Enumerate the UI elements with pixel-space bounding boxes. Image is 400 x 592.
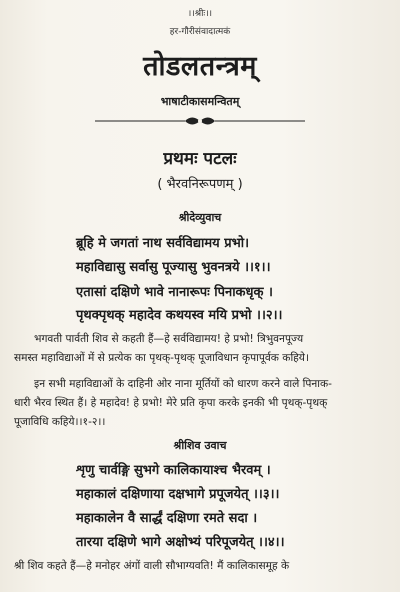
verse-line: शृणु चार्वङ्गि सुभगे कालिकायाश्च भैरवम् । xyxy=(76,463,271,478)
header-invocation: ।।श्रीः।। xyxy=(187,9,213,19)
chapter-subheading: ( भैरवनिरूपणम् ) xyxy=(157,177,243,192)
speaker-shiva: श्रीशिव उवाच xyxy=(173,439,227,452)
prose-line: धारी भैरव स्थित हैं। हे महादेव! हे प्रभो! मेरे प्रति कृपा करके इनकी भी पृथक्-पृथक् xyxy=(14,397,328,409)
book-title: तोडलतन्त्रम् xyxy=(143,51,257,82)
verse-line: महाकालं दक्षिणाया दक्षभागे प्रपूजयेत् ।।३।। xyxy=(76,487,280,502)
verse-line: महाविद्यासु सर्वासु पूज्यासु भुवनत्रये ।।१।। xyxy=(76,260,271,275)
prose-line: भगवती पार्वती शिव से कहती हैं—हे सर्वविद्यामय! हे प्रभो! त्रिभुवनपूज्य xyxy=(34,333,304,345)
verse-line: एतासां दक्षिणे भावे नानारूपः पिनाकधृक् । xyxy=(76,285,273,300)
ornament-divider xyxy=(95,114,305,128)
prose-line: पूजाविधि कहिये।।१-२।। xyxy=(14,416,106,428)
speaker-devi: श्रीदेव्युवाच xyxy=(178,211,222,224)
prose-line: इन सभी महाविद्याओं के दाहिनी ओर नाना मूर्तियों को धारण करने वाले पिनाक- xyxy=(34,378,332,390)
verse-line: महाकालेन वै सार्द्धं दक्षिणा रमते सदा । xyxy=(76,511,258,526)
chapter-heading: प्रथमः पटलः xyxy=(163,149,237,169)
verse-line: ब्रूहि मे जगतां नाथ सर्वविद्यामय प्रभो। xyxy=(76,236,250,251)
header-subtitle: हर-गौरीसंवादात्मकं xyxy=(169,27,231,37)
verse-line: पृथक्पृथक् महादेव कथयस्व मयि प्रभो ।।२।। xyxy=(76,308,283,323)
prose-line: समस्त महाविद्याओं में से प्रत्येक का पृथक्-पृथक् पूजाविधान कृपापूर्वक कहिये। xyxy=(14,352,309,364)
prose-line: श्री शिव कहते हैं—हे मनोहर अंगों वाली सौभाग्यवति! मैं कालिकासमूह के xyxy=(14,560,290,572)
verse-line: तारया दक्षिणे भागे अक्षोभ्यं परिपूजयेत् ।।४।। xyxy=(76,535,285,550)
book-title-sub: भाषाटीकासमन्वितम् xyxy=(160,95,240,108)
